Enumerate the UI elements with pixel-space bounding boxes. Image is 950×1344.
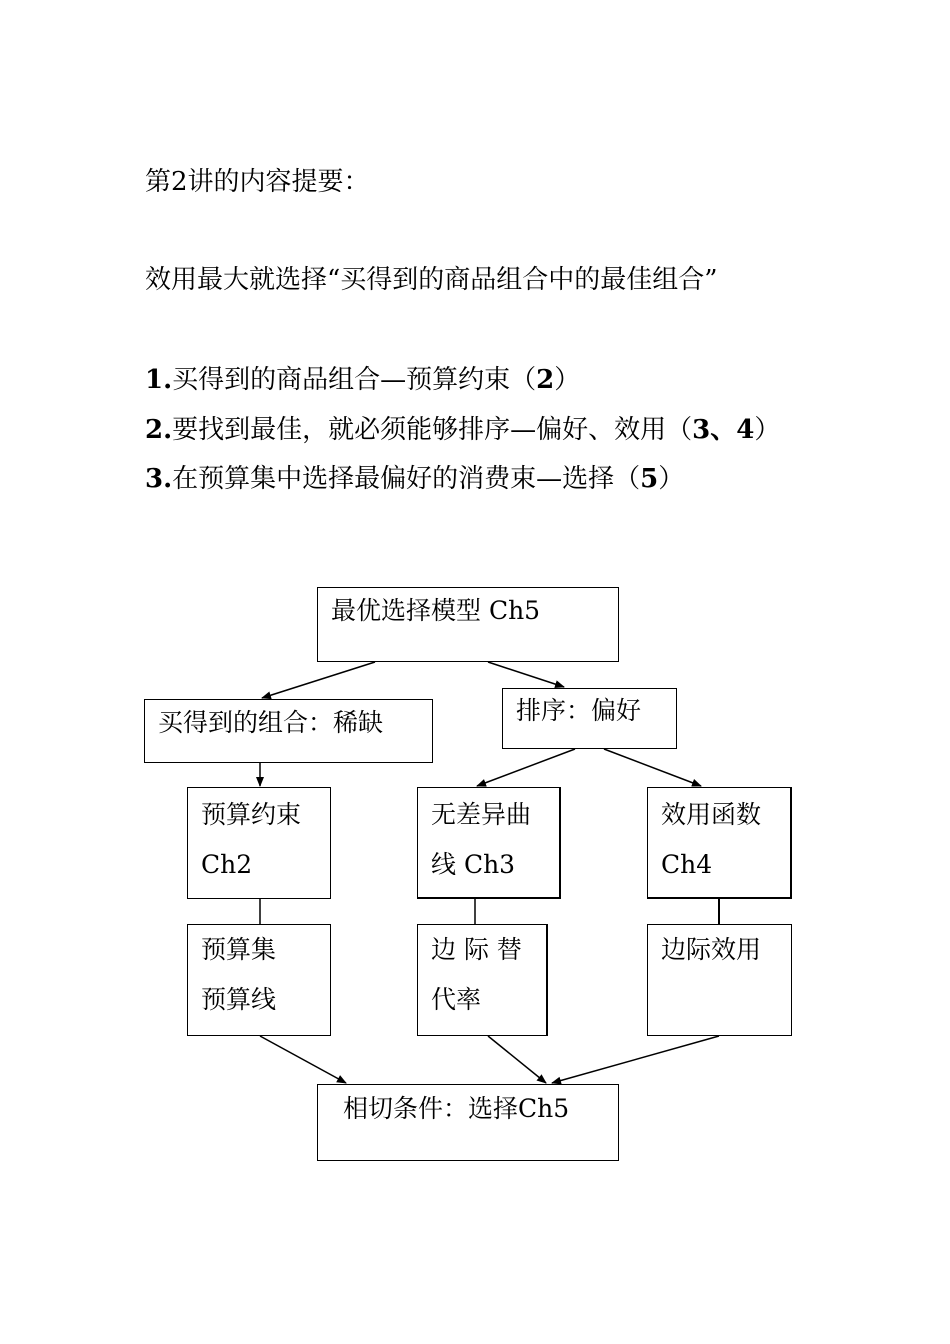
- box-utility-function: [647, 787, 792, 899]
- arrow-mrs-to-tangency: [488, 1036, 546, 1083]
- point-3-text: 在预算集中选择最偏好的消费束—选择（: [172, 464, 641, 494]
- point-3-number: 3.: [145, 464, 173, 494]
- point-2-number: 2.: [145, 415, 173, 445]
- point-2-text: 要找到最佳，就必须能够排序—偏好、效用（: [172, 415, 693, 445]
- arrow-set-to-tangency: [260, 1036, 346, 1083]
- box-optimal-choice-model: [317, 587, 619, 662]
- box-mrs-line-2: 代率: [431, 985, 482, 1014]
- point-2-ref: 3、4: [692, 415, 755, 445]
- point-3-ref: 5: [640, 464, 659, 494]
- box-utility-function-line-2: Ch4: [661, 850, 713, 879]
- point-1-text: 买得到的商品组合—预算约束（: [172, 365, 537, 395]
- arrow-ranking-to-utility: [604, 749, 701, 786]
- box-ranking-preference-label: 排序：偏好: [516, 696, 642, 725]
- box-indifference-curve: [417, 787, 561, 899]
- box-optimal-choice-model-label: 最优选择模型 Ch5: [331, 596, 541, 625]
- box-budget-set-line-2: 预算线: [201, 985, 277, 1014]
- summary: 效用最大就选择“买得到的商品组合中的最佳组合”: [145, 265, 718, 295]
- box-tangency-condition: [317, 1084, 619, 1161]
- box-indifference-curve-line-1: 无差异曲: [431, 800, 532, 829]
- arrow-top-to-ranking: [488, 662, 564, 687]
- arrow-top-to-afford: [262, 662, 375, 698]
- point-1-number: 1.: [145, 365, 173, 395]
- box-affordable-scarcity-label: 买得到的组合：稀缺: [158, 708, 384, 737]
- box-marginal-utility: [647, 924, 792, 1036]
- box-budget-constraint-line-1: 预算约束: [201, 800, 302, 829]
- box-affordable-scarcity: [144, 699, 433, 763]
- point-2-end: ）: [754, 415, 781, 445]
- box-budget-set-line-1: 预算集: [201, 935, 277, 964]
- box-tangency-condition-label: 相切条件：选择Ch5: [343, 1094, 570, 1123]
- heading: 第2讲的内容提要：: [145, 167, 370, 197]
- box-indifference-curve-line-2: 线 Ch3: [431, 850, 516, 879]
- point-3-end: ）: [658, 464, 685, 494]
- arrow-mu-to-tangency: [552, 1036, 719, 1083]
- box-budget-constraint-line-2: Ch2: [201, 850, 253, 879]
- arrow-ranking-to-indifference: [477, 749, 575, 786]
- box-ranking-preference: [502, 688, 677, 749]
- box-utility-function-line-1: 效用函数: [661, 800, 762, 829]
- point-1-ref: 2: [536, 365, 555, 395]
- box-marginal-rate-substitution: [417, 924, 548, 1036]
- box-budget-set: [187, 924, 331, 1036]
- box-budget-constraint: [187, 787, 331, 899]
- box-mrs-line-1: 边 际 替: [431, 935, 522, 964]
- point-1-end: ）: [554, 365, 581, 395]
- box-marginal-utility-label: 边际效用: [661, 935, 762, 964]
